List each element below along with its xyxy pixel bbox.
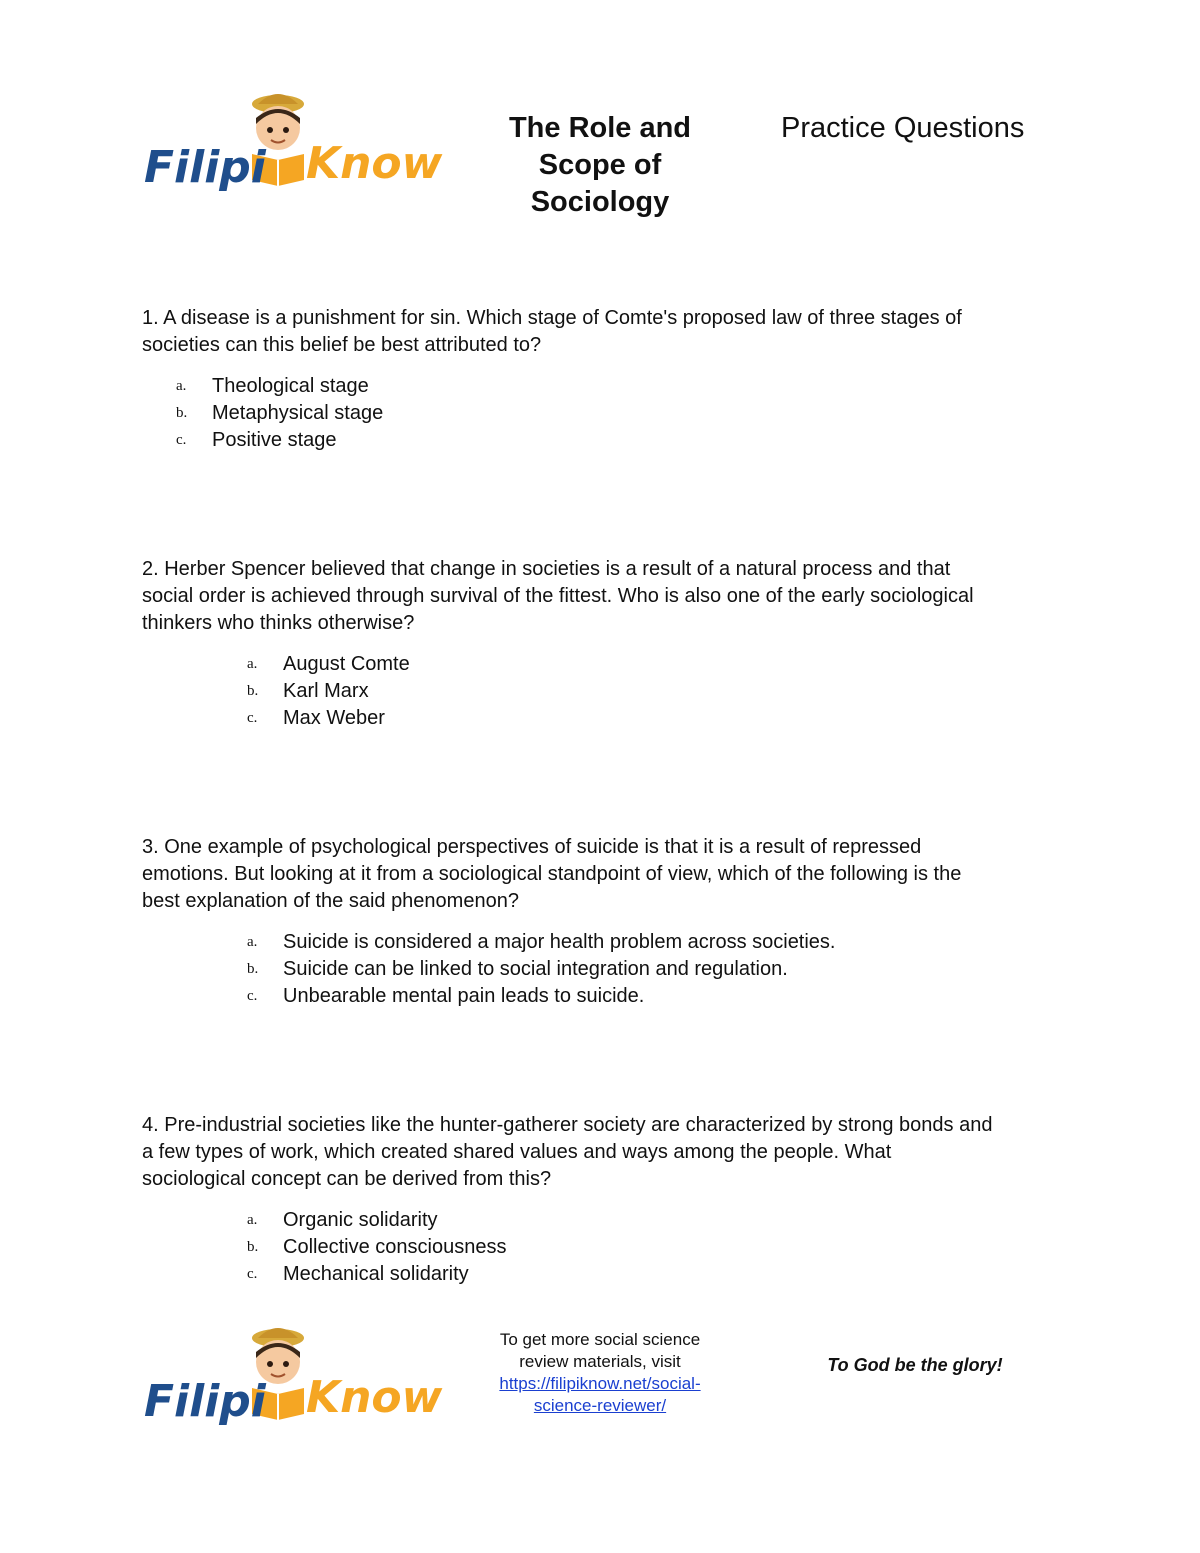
footer-motto: To God be the glory! (827, 1355, 1003, 1375)
option-text: Unbearable mental pain leads to suicide. (283, 985, 645, 1007)
question-text-line: 2. Herber Spencer believed that change in societies is a result of a natural process and that (142, 558, 951, 580)
document-title (480, 110, 720, 221)
option-text: August Comte (283, 653, 410, 675)
question-text-line: best explanation of the said phenomenon? (142, 890, 519, 912)
option-letter: a. (247, 1212, 258, 1228)
option-letter: a. (176, 378, 187, 394)
option-c[interactable] (142, 427, 1072, 454)
question-text-line: 3. One example of psychological perspectives of suicide is that it is a result of repressed (142, 836, 922, 858)
question-text-line: 4. Pre-industrial societies like the hunter-gatherer society are characterized by strong bonds and (142, 1114, 993, 1136)
footer-text-line: To get more social science (499, 1330, 701, 1349)
option-letter: a. (247, 934, 258, 950)
mascot-icon (140, 1322, 443, 1432)
question-4 (142, 1112, 1072, 1288)
footer-logo (140, 1322, 443, 1432)
question-text-line: societies can this belief be best attributed to? (142, 334, 542, 356)
question-1 (142, 305, 1072, 454)
option-letter: b. (247, 683, 259, 699)
question-3 (142, 834, 1072, 1010)
option-b[interactable] (142, 1234, 1072, 1261)
option-a[interactable] (142, 651, 1072, 678)
option-b[interactable] (142, 678, 1072, 705)
footer-text-line: review materials, visit (519, 1352, 681, 1371)
option-text: Mechanical solidarity (283, 1263, 469, 1285)
reviewer-link-line-1[interactable]: https://filipiknow.net/social- (499, 1374, 701, 1393)
option-letter: c. (247, 988, 258, 1004)
option-text: Theological stage (212, 375, 369, 397)
question-text-line: a few types of work, which created shared values and ways among the people. What (142, 1141, 892, 1163)
document-subtitle: Practice Questions (781, 112, 1025, 144)
option-c[interactable] (142, 705, 1072, 732)
logo-text-left: Filipi (144, 1376, 266, 1427)
option-letter: b. (176, 405, 188, 421)
option-text: Karl Marx (283, 680, 369, 702)
option-text: Suicide can be linked to social integration and regulation. (283, 958, 788, 980)
question-text-line: emotions. But looking at it from a sociological standpoint of view, which of the following is the (142, 863, 962, 885)
answer-options (142, 651, 1072, 732)
logo-text-left: Filipi (144, 142, 266, 193)
option-letter: c. (247, 1266, 258, 1282)
title-line-1: The Role and (508, 112, 692, 144)
reviewer-link[interactable] (470, 1373, 730, 1417)
option-letter: c. (176, 432, 187, 448)
mascot-icon (140, 88, 443, 198)
title-line-3: Sociology (530, 186, 670, 218)
logo-text-right: Know (306, 138, 443, 189)
option-b[interactable] (142, 956, 1072, 983)
option-b[interactable] (142, 400, 1072, 427)
option-text: Positive stage (212, 429, 337, 451)
option-text: Collective consciousness (283, 1236, 507, 1258)
option-c[interactable] (142, 1261, 1072, 1288)
option-text: Metaphysical stage (212, 402, 384, 424)
header-logo (140, 88, 443, 198)
reviewer-link-line-2[interactable]: science-reviewer/ (533, 1396, 667, 1415)
answer-options (142, 373, 1072, 454)
option-letter: b. (247, 1239, 259, 1255)
option-c[interactable] (142, 983, 1072, 1010)
option-letter: a. (247, 656, 258, 672)
question-text-line: 1. A disease is a punishment for sin. Which stage of Comte's proposed law of three stages of (142, 307, 962, 329)
option-text: Organic solidarity (283, 1209, 438, 1231)
option-a[interactable] (142, 929, 1072, 956)
footer-info (470, 1329, 730, 1417)
option-letter: c. (247, 710, 258, 726)
option-a[interactable] (142, 1207, 1072, 1234)
logo-text-right: Know (306, 1372, 443, 1423)
option-text: Suicide is considered a major health problem across societies. (283, 931, 836, 953)
option-a[interactable] (142, 373, 1072, 400)
question-text-line: thinkers who thinks otherwise? (142, 612, 415, 634)
answer-options (142, 1207, 1072, 1288)
answer-options (142, 929, 1072, 1010)
option-text: Max Weber (283, 707, 385, 729)
question-text-line: social order is achieved through survival of the fittest. Who is also one of the early sociological (142, 585, 974, 607)
question-2 (142, 556, 1072, 732)
question-text-line: sociological concept can be derived from this? (142, 1168, 552, 1190)
option-letter: b. (247, 961, 259, 977)
title-line-2: Scope of (538, 149, 662, 181)
